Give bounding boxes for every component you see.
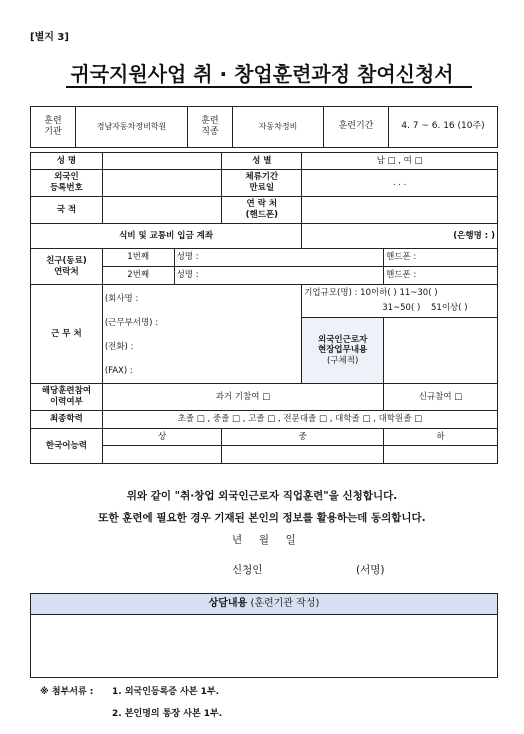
registration-label: 외국인 등록번호: [31, 170, 103, 197]
friend-contact-label: 친구(동료) 연락처: [31, 249, 103, 285]
friend2-phone-field[interactable]: 핸드폰 :: [384, 267, 498, 285]
friend1-phone-field[interactable]: 핸드폰 :: [384, 249, 498, 267]
korean-mid-header: 중: [222, 429, 384, 446]
attachment-item-2: 2. 본인명의 통장 사본 1부.: [112, 709, 223, 719]
institution-value: 경남자동차정비학원: [76, 107, 188, 148]
form-tag: [별지 3]: [30, 32, 69, 43]
history-new-option[interactable]: 신규참여 □: [384, 384, 498, 411]
korean-high-field[interactable]: [102, 446, 222, 464]
workplace-details[interactable]: [102, 285, 301, 384]
friend2-name-field[interactable]: 성명 :: [174, 267, 384, 285]
name-label: 성 명: [31, 153, 103, 170]
size-option-1[interactable]: 10이하( ): [360, 288, 397, 298]
consultation-title: 상담내용: [208, 598, 248, 609]
consultation-header: [30, 593, 498, 615]
education-options[interactable]: 초졸 □ , 중졸 □ , 고졸 □ , 전문대졸 □ , 대학졸 □ , 대학원졸 □: [102, 411, 497, 429]
consultation-note: (훈련기관 작성): [250, 598, 320, 609]
period-label: 훈련기간: [324, 107, 389, 148]
date-line: 년 월 일: [232, 534, 296, 546]
department-field[interactable]: (근무부서명) :: [104, 318, 159, 328]
company-size-field[interactable]: [302, 285, 498, 318]
education-label: 최종학력: [31, 411, 103, 429]
korean-high-header: 상: [102, 429, 222, 446]
gender-options[interactable]: 남 □ , 여 □: [302, 153, 498, 170]
korean-low-field[interactable]: [384, 446, 498, 464]
friend1-name-field[interactable]: 성명 :: [174, 249, 384, 267]
friend2-number: 2번째: [102, 267, 174, 285]
page-title: 귀국지원사업 취 · 창업훈련과정 참여신청서: [70, 62, 454, 86]
duty-label: 외국인근로자 현장업무내용: [318, 334, 368, 356]
duty-sub-label: (구체적): [327, 355, 359, 366]
company-size-label: 기업규모(명) :: [304, 288, 358, 298]
signature-field[interactable]: (서명): [356, 564, 385, 576]
period-value: 4. 7 ~ 6. 16 (10주): [389, 107, 498, 148]
attachments-prefix: ※ 첨부서류 :: [40, 687, 94, 697]
attachment-item-1: 1. 외국인등록증 사본 1부.: [112, 687, 220, 697]
fax-field[interactable]: (FAX) :: [104, 366, 133, 376]
korean-ability-label: 한국어능력: [31, 429, 103, 464]
bank-name-field[interactable]: (은행명 : ): [302, 224, 498, 249]
history-label: 해당훈련참여 이력여부: [31, 384, 103, 411]
declaration-line-2: 또한 훈련에 필요한 경우 기재된 본인의 정보를 활용하는데 동의합니다.: [98, 512, 426, 524]
contact-label: 연 락 처 (핸드폰): [222, 197, 302, 224]
stay-expiry-field[interactable]: . . .: [302, 170, 498, 197]
title-underline: [66, 86, 472, 88]
duty-label-cell: [302, 318, 384, 384]
consultation-field[interactable]: [30, 614, 498, 678]
applicant-label: 신청인: [232, 564, 263, 576]
registration-field[interactable]: [102, 170, 222, 197]
nationality-field[interactable]: [102, 197, 222, 224]
name-field[interactable]: [102, 153, 222, 170]
duty-field[interactable]: [384, 318, 498, 384]
job-value: 자동차정비: [233, 107, 324, 148]
bank-account-label: 식비 및 교통비 입금 계좌: [31, 224, 302, 249]
size-option-2[interactable]: 11~30( ): [399, 288, 438, 298]
size-option-4[interactable]: 51이상( ): [431, 303, 468, 313]
declaration-line-1: 위와 같이 "취·창업 외국인근로자 직업훈련"을 신청합니다.: [126, 490, 398, 502]
friend1-number: 1번째: [102, 249, 174, 267]
size-option-3[interactable]: 31~50( ): [382, 303, 421, 313]
workplace-label: 근 무 처: [31, 285, 103, 384]
stay-expiry-label: 체류기간 만료일: [222, 170, 302, 197]
phone-field[interactable]: (전화) :: [104, 342, 134, 352]
korean-mid-field[interactable]: [222, 446, 384, 464]
job-label: 훈련 직종: [188, 107, 233, 148]
history-past-option[interactable]: 과거 기참여 □: [102, 384, 383, 411]
company-name-field[interactable]: (회사명 :: [104, 294, 139, 304]
contact-field[interactable]: [302, 197, 498, 224]
institution-label: 훈련 기관: [31, 107, 76, 148]
korean-low-header: 하: [384, 429, 498, 446]
nationality-label: 국 적: [31, 197, 103, 224]
applicant-form-table: [30, 152, 498, 464]
gender-label: 성 별: [222, 153, 302, 170]
training-info-table: [30, 106, 498, 148]
